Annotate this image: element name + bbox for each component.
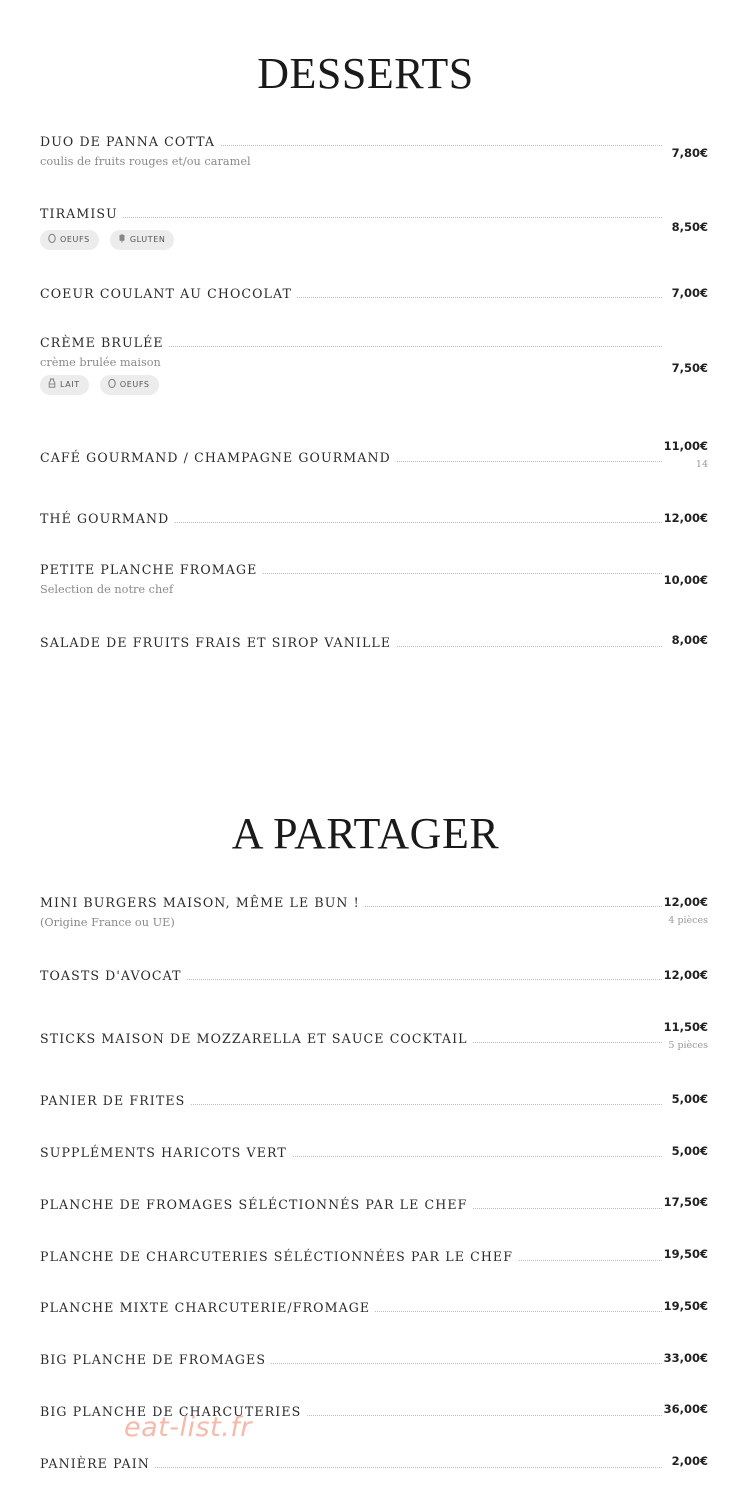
menu-item (40, 560, 708, 596)
menu-item (40, 1247, 708, 1267)
item-name: PLANCHE MIXTE CHARCUTERIE/FROMAGE (40, 1298, 375, 1318)
item-price: 7,50€ (671, 361, 708, 375)
item-price: 10,00€ (663, 573, 708, 587)
item-name: BIG PLANCHE DE CHARCUTERIES (40, 1402, 306, 1422)
item-price: 19,50€ (663, 1247, 708, 1261)
item-name: COEUR COULANT AU CHOCOLAT (40, 284, 297, 304)
wheat-icon (117, 233, 127, 243)
item-name: DUO DE PANNA COTTA (40, 132, 220, 152)
item-price: 7,80€ (671, 146, 708, 160)
item-price: 5,00€ (671, 1092, 708, 1106)
item-name: SUPPLÉMENTS HARICOTS VERT (40, 1143, 292, 1163)
item-price: 8,00€ (671, 633, 708, 647)
dot-leader (40, 217, 662, 218)
item-name: BIG PLANCHE DE FROMAGES (40, 1350, 271, 1370)
item-description: Selection de notre chef (40, 583, 174, 596)
item-price: 2,00€ (671, 1454, 708, 1468)
menu-item (40, 132, 708, 168)
menu-item (40, 204, 708, 252)
item-name: PLANCHE DE FROMAGES SÉLÉCTIONNÉS PAR LE CHEF (40, 1195, 472, 1215)
item-price: 5,00€ (671, 1144, 708, 1158)
menu-item (40, 439, 708, 470)
item-price: 12,00€ (663, 511, 708, 525)
menu-item (40, 1454, 708, 1474)
allergen-badge: LAIT (40, 375, 89, 395)
egg-icon (47, 233, 57, 243)
allergen-badge: GLUTEN (110, 230, 175, 250)
item-name: CRÈME BRULÉE (40, 333, 169, 353)
desserts-title: DESSERTS (257, 49, 474, 98)
item-name: PLANCHE DE CHARCUTERIES SÉLÉCTIONNÉES PAR LE CHEF (40, 1247, 518, 1267)
item-price: 36,00€ (663, 1402, 708, 1416)
allergen-badge: OEUFS (40, 230, 99, 250)
menu-item (40, 966, 708, 986)
menu-item (40, 1195, 708, 1215)
item-name: PETITE PLANCHE FROMAGE (40, 560, 262, 580)
menu-item (40, 1143, 708, 1163)
allergen-badge: OEUFS (100, 375, 159, 395)
menu-item (40, 284, 708, 304)
item-note: 5 pièces (668, 1040, 708, 1051)
menu-item (40, 1020, 708, 1051)
item-name: STICKS MAISON DE MOZZARELLA ET SAUCE COCKTAIL (40, 1029, 473, 1049)
item-name: PANIER DE FRITES (40, 1091, 190, 1111)
item-price: 11,50€ (663, 1020, 708, 1034)
a-partager-title: A PARTAGER (231, 809, 500, 858)
menu-item (40, 1298, 708, 1318)
item-description: (Origine France ou UE) (40, 916, 175, 929)
menu-item (40, 633, 708, 653)
item-price: 12,00€ (663, 968, 708, 982)
item-price: 11,00€ (663, 439, 708, 453)
menu-item (40, 1350, 708, 1370)
item-description: crème brulée maison (40, 356, 161, 369)
item-name: MINI BURGERS MAISON, MÊME LE BUN ! (40, 893, 365, 913)
item-price: 33,00€ (663, 1351, 708, 1365)
item-price: 19,50€ (663, 1299, 708, 1313)
item-price: 17,50€ (663, 1195, 708, 1209)
item-name: PANIÈRE PAIN (40, 1454, 155, 1474)
item-description: coulis de fruits rouges et/ou caramel (40, 155, 251, 168)
item-price: 7,00€ (671, 286, 708, 300)
item-price: 12,00€ (663, 895, 708, 909)
allergen-badges (40, 230, 708, 252)
milk-icon (47, 378, 57, 388)
item-note: 14 (695, 459, 708, 470)
item-note: 4 pièces (668, 915, 708, 926)
menu-item (40, 333, 708, 397)
menu-item (40, 893, 708, 929)
item-price: 8,50€ (671, 220, 708, 234)
item-name: TIRAMISU (40, 204, 123, 224)
egg-icon (107, 378, 117, 388)
item-name: CAFÉ GOURMAND / CHAMPAGNE GOURMAND (40, 448, 396, 468)
menu-item (40, 509, 708, 529)
watermark: eat-list.fr (124, 1412, 252, 1443)
menu-item (40, 1091, 708, 1111)
allergen-badges (40, 375, 708, 397)
item-name: SALADE DE FRUITS FRAIS ET SIROP VANILLE (40, 633, 396, 653)
item-name: THÉ GOURMAND (40, 509, 174, 529)
item-name: TOASTS D'AVOCAT (40, 966, 187, 986)
